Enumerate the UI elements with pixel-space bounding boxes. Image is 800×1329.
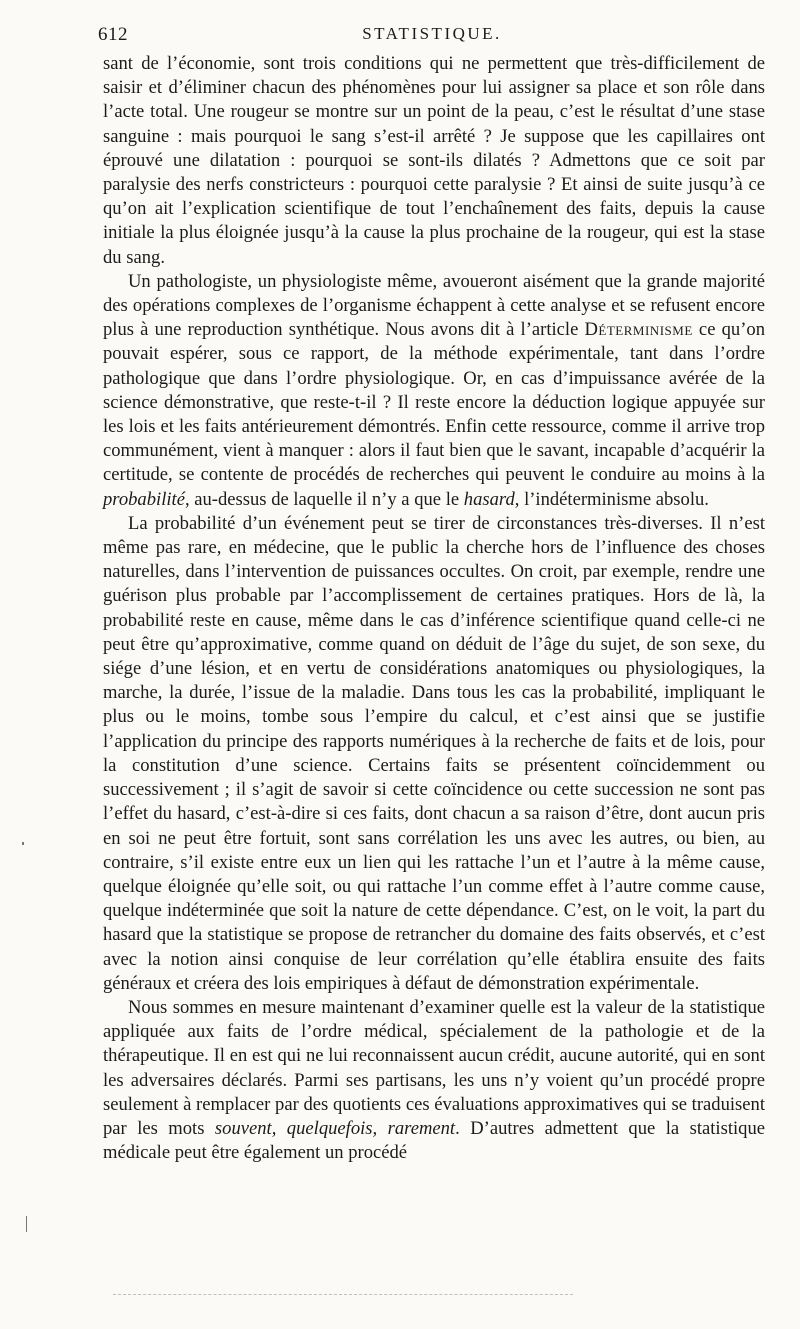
text-run: , au-dessus de laquelle il n’y a que le <box>184 488 464 510</box>
paragraph <box>103 996 765 1165</box>
scan-speck <box>22 842 24 845</box>
emphasis: probabilité <box>103 488 185 510</box>
paragraph <box>103 512 765 996</box>
paragraph <box>103 52 765 270</box>
scan-speck <box>26 1216 27 1232</box>
text-run: La probabilité d’un événement peut se tirer de circonstances très-diverses. Il n’est même pas rare, en médecine, que le public la cherche hors de l’influence des choses naturelles, dans l’intervention de puissances occultes. On croit, par exemple, rendre une guérison plus probable par l’accomplissement de certaines pratiques. Hors de là, la probabilité reste en cause, même dans le cas d’inférence scientifique quand celle-ci ne peut être qu’approximative, comme quand on déduit de l’âge du sujet, de son sexe, du siége d’une lésion, et en vertu de considérations anatomiques ou physiologiques, la marche, la durée, l’issue de la maladie. Dans tous les cas la probabilité, impliquant le plus ou le moins, tombe sous l’empire du calcul, et c’est ainsi que se justifie l’application du principe des rapports numériques à la recherche de faits et de lois, pour la constitution d’une science. Certains faits se présentent coïncidemment ou successivement ; il s’agit de savoir si cette coïncidence ou cette succession ne sont pas l’effet du hasard, c’est-à-dire si ces faits, dont chacun a sa raison d’être, dont aucun pris en soi ne peut être fortuit, sont sans corrélation les uns avec les autres, ou bien, au contraire, s’il existe entre eux un lien qui les rattache l’un et l’autre à la même cause, quelque éloignée qu’elle soit, ou qui rattache l’un comme effet à l’autre comme cause, quelque indéterminée que soit la nature de cette dépendance. C’est, on le voit, la part du hasard que la statistique se propose de retrancher du domaine des faits observés, et c’est avec la notion ainsi conquise de leur corrélation qu’elle établira ensuite des faits généraux et créera des lois empiriques à défaut de démonstration expérimentale. <box>103 512 765 994</box>
footer-rule <box>113 1294 573 1295</box>
text-run: , l’indéterminisme absolu. <box>514 488 709 510</box>
text-run: Nous sommes en mesure maintenant d’examiner quelle est la valeur de la statistique appliquée aux faits de l’ordre médical, spécialement de la pathologie et de la thérapeutique. Il en est qui ne lui reconnaissent aucun crédit, aucune autorité, qui en sont les adversaires déclarés. Parmi ses partisans, les uns n’y voient qu’un procédé propre seulement à remplacer par des quotients ces évaluations approximatives qui se traduisent par les mots <box>103 996 765 1139</box>
text-run: Un pathologiste, un physiologiste même, avoueront aisément que la grande majorité des opérations complexes de l’organisme échappent à cette analyse et se refusent encore plus à une reproduction synthétique. Nous avons dit à l’article <box>103 270 765 341</box>
text-run: ce qu’on pouvait espérer, sous ce rapport, de la méthode expérimentale, tant dans l’ordre pathologique que dans l’ordre physiologique. Or, en cas d’impuissance avérée de la science démonstrative, que reste-t-il ? Il reste encore la déduction logique appuyée sur les lois et les faits antérieurement démontrés. Enfin cette ressource, comme il arrive trop communément, vient à manquer : alors il faut bien que le savant, incapable d’acquérir la certitude, se contente de procédés de recherches qui peuvent le conduire au moins à la <box>103 319 765 486</box>
emphasis: souvent, quelquefois, rarement <box>214 1117 456 1139</box>
emphasis: hasard <box>463 488 515 510</box>
body-text <box>103 52 765 1165</box>
article-reference: Déterminisme <box>584 319 693 341</box>
paragraph <box>103 270 765 512</box>
running-title: STATISTIQUE. <box>362 24 502 43</box>
text-run: sant de l’économie, sont trois conditions qui ne permettent que très-difficilement de saisir et d’éliminer chacun des phénomènes pour lui assigner sa place et son rôle dans l’acte total. Une rougeur se montre sur un point de la peau, c’est le résultat d’une stase sanguine : mais pourquoi le sang s’est-il arrêté ? Je suppose que les capillaires ont éprouvé une dilatation : pourquoi se sont-ils dilatés ? Admettons que ce soit par paralysie des nerfs constricteurs : pourquoi cette paralysie ? Et ainsi de suite jusqu’à ce qu’on ait l’explication scientifique de tout l’enchaînement des faits, depuis la cause initiale la plus éloignée jusqu’à la cause la plus prochaine de la rougeur, qui est la stase du sang. <box>103 53 765 268</box>
text-run: . D’autres admettent que la statistique médicale peut être également un procédé <box>103 1117 765 1164</box>
page-number: 612 <box>98 24 128 45</box>
page-header <box>98 24 766 52</box>
